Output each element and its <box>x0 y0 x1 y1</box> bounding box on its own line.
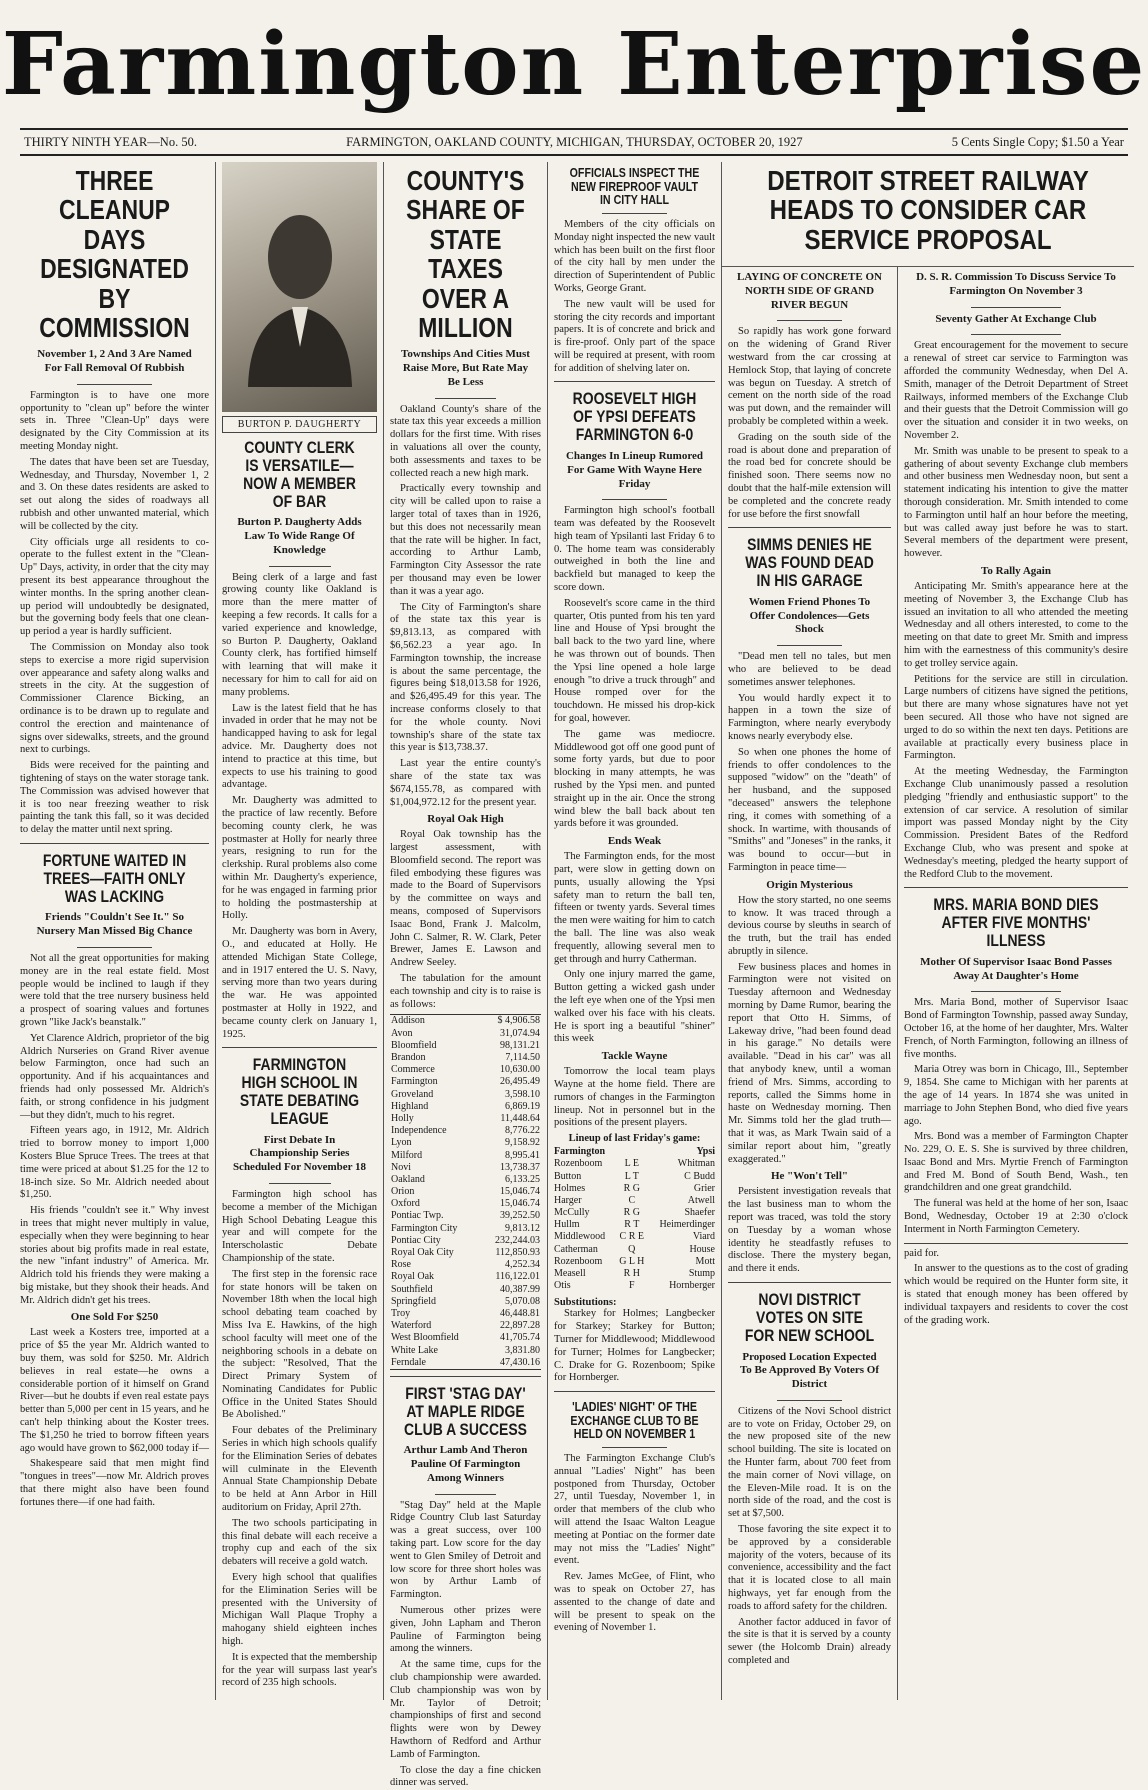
lineup-row <box>554 1207 715 1219</box>
paragraph: Being clerk of a large and fast growing county like Oakland is more than the mere matter of keeping a few records. It calls for a varied experience and knowledge, so Burton P. Daugherty, Oakland County clerk, has fortified himself with learning that will make it necessary for him to call for aid on many problems. <box>222 571 377 698</box>
tax-table <box>390 1014 541 1369</box>
tax-row <box>390 1113 541 1125</box>
lineup-left: Holmes <box>554 1182 586 1194</box>
divider <box>435 398 495 399</box>
column-5 <box>722 267 898 1700</box>
tax-row <box>390 1357 541 1370</box>
paragraph: The tabulation for the amount each township and city is to raise is as follows: <box>390 973 541 1010</box>
paragraph: "Stag Day" held at the Maple Ridge Country Club last Saturday was a great success, over 100 taking part. Low score for the day went to Glen Smiley of Detroit and low score for three short holes was won by Arthur Lamb of Farmington. <box>390 1499 541 1601</box>
paragraph: Roosevelt's score came in the third quarter, Otis punted from his ten yard line and House of Ypsi brought the ball back to the two yard line, where he was thrown out of bounds. Then the Ypsi line opened a hole large enough "to drive a truck through" and House romped over for the touchdown. He missed his drop-kick for goal, however. <box>554 597 715 725</box>
tax-row <box>390 1332 541 1344</box>
tax-row-amount: 47,430.16 <box>500 1356 540 1368</box>
paragraph: Mr. Daugherty was born in Avery, O., and educated at Holly. He attended Michigan State College, and in 1917 entered the U. S. Navy, serving more than two years during the war. He was appointed postmaster at Holly in 1922, and became county clerk on January 1, 1925. <box>222 926 377 1040</box>
lineup-row <box>554 1268 715 1280</box>
debate-deck: First Debate In Championship Series Scheduled For November 18 <box>232 1133 367 1174</box>
lineup-right: Hornberger <box>669 1280 715 1292</box>
tax-row-amount: 8,776.22 <box>505 1125 540 1137</box>
paragraph: Mr. Smith was unable to be present to speak to a gathering of about seventy Exchange club members and other business men Wednesday noon, but sent a statement indicating his intention to give the matter thorough consideration. Mr. Smith intended to come to Farmington until half an hour before the meeting, but was called away just before he was to start. Several members of the department were present, however. <box>904 445 1128 560</box>
paragraph: Members of the city officials on Monday night inspected the new vault which has been built on the first floor of the city hall by men under the direction of Superintendent of Public Works, George Grant. <box>554 218 715 294</box>
fortune-deck: Friends "Couldn't See It." So Nursery Man Missed Big Chance <box>36 911 193 938</box>
tax-row <box>390 1271 541 1283</box>
tax-row <box>390 1308 541 1320</box>
concrete-deck: LAYING OF CONCRETE ON NORTH SIDE OF GRAND RIVER BEGUN <box>737 271 882 311</box>
paragraph: Only one injury marred the game, Button getting a wicked gash under the left eye when one of the Ypsi men walked over his face with his cleats. He is sport ing a beautiful "shiner" this week <box>554 969 715 1045</box>
column-2 <box>216 162 384 1700</box>
divider <box>971 334 1061 335</box>
subscription-price: 5 Cents Single Copy; $1.50 a Year <box>951 134 1124 149</box>
tax-row-name: Commerce <box>391 1064 435 1076</box>
subhead: Royal Oak High <box>427 813 504 826</box>
divider <box>269 566 331 567</box>
tax-row-amount: 4,252.34 <box>505 1259 540 1271</box>
tax-row-amount: 11,448.64 <box>500 1112 540 1124</box>
simms-deck: Women Friend Phones To Offer Condolences—Gets Shock <box>748 595 871 636</box>
lineup-left: Rozenboom <box>554 1158 603 1170</box>
lineup-left: Catherman <box>554 1243 598 1255</box>
paragraph: Another factor adduced in favor of the site is that it is served by a county sewer (the Holcomb Drain) already completed and <box>728 1616 891 1666</box>
lineup-left: Hullm <box>554 1219 580 1231</box>
paragraph: Farmington high school's football team was defeated by the Roosevelt high team of Ypsilanti last Friday 6 to 0. The home team was considerably outweighed in both the line and backfield but managed to keep the score down. <box>554 505 715 594</box>
lineup-right: Shaefer <box>684 1207 715 1219</box>
paragraph: Law is the latest field that he has invaded in order that he may not be handicapped having to ask for legal advice. Mr. Daugherty does not intend to practice at this time, but expects to use his training to good advantage. <box>222 702 377 791</box>
portrait-photo <box>222 162 377 412</box>
tax-row-name: Farmington <box>391 1076 438 1088</box>
lineup-row <box>554 1171 715 1183</box>
lineup-left: Middlewood <box>554 1231 606 1243</box>
tax-row-amount: 3,831.80 <box>505 1344 540 1356</box>
subhead: Origin Mysterious <box>766 878 853 891</box>
subhead: Tackle Wayne <box>601 1050 668 1063</box>
paragraph: Farmington is to have one more opportunity to "clean up" before the winter sets in. Three "Clean-Up" days were designated by the City Commission at its meeting Monday night. <box>20 389 209 453</box>
lineup-pos: G L H <box>619 1255 645 1267</box>
article-divider <box>554 381 715 386</box>
lineup-left: Harger <box>554 1194 582 1206</box>
tax-row <box>390 1247 541 1259</box>
paragraph: "Dead men tell no tales, but men who are believed to be dead sometimes answer telephones. <box>728 651 891 688</box>
tax-row-name: Holly <box>391 1112 414 1124</box>
novi-headline: NOVI DISTRICT VOTES ON SITE FOR NEW SCHOOL <box>744 1290 875 1345</box>
ladies-night-headline: 'LADIES' NIGHT' OF THE EXCHANGE CLUB TO BE HELD ON NOVEMBER 1 <box>570 1399 699 1442</box>
bond-obituary-headline: MRS. MARIA BOND DIES AFTER FIVE MONTHS' ILLNESS <box>933 895 1099 950</box>
stag-day-headline: FIRST 'STAG DAY' AT MAPLE RIDGE CLUB A SUCCESS <box>404 1383 527 1439</box>
tax-row <box>390 1028 541 1040</box>
lineup-left: Rozenboom <box>554 1255 603 1267</box>
tax-row-name: Brandon <box>391 1052 426 1064</box>
place-and-date: FARMINGTON, OAKLAND COUNTY, MICHIGAN, THURSDAY, OCTOBER 20, 1927 <box>346 134 803 149</box>
lineup-header-right: Ypsi <box>696 1146 715 1158</box>
tax-row <box>390 1198 541 1210</box>
tax-row-name: Troy <box>391 1307 411 1319</box>
bond-obituary-deck: Mother Of Supervisor Isaac Bond Passes Away At Daughter's Home <box>920 955 1112 982</box>
article-divider <box>390 1376 541 1381</box>
volume-number: THIRTY NINTH YEAR—No. 50. <box>24 134 197 149</box>
paragraph: So when one phones the home of friends to offer condolences to the supposed "widow" on the "death" of her husband, and the supposed "deceased" answers the telephone ring, it comes with something of a shock. In wartime, with thousands of "Smiths" and "Joneses" in the ranks, it was bound to occur—but in Farmington in peace time— <box>728 746 891 873</box>
dsr-deck: D. S. R. Commission To Discuss Service To Farmington On November 3 <box>916 271 1116 297</box>
lineup-title: Lineup of last Friday's game: <box>568 1133 701 1145</box>
paragraph: The Farmington ends, for the most part, were slow in getting down on punts, usually allowing the Ypsi safety man to return the ball ten, fifteen or twenty yards. Several times the men were waiting for him to catch the ball. The line was also weak frequently, allowing several men to get through and hurry Catherman. <box>554 851 715 965</box>
tax-row-amount: 40,387.99 <box>500 1283 540 1295</box>
tax-row <box>390 1040 541 1052</box>
article-divider <box>728 527 891 532</box>
tax-row-name: Rose <box>391 1259 411 1271</box>
lineup-pos: C <box>628 1194 636 1206</box>
tax-row-name: Highland <box>391 1100 429 1112</box>
lineup-pos: F <box>629 1280 635 1292</box>
stag-day-deck: Arthur Lamb And Theron Pauline Of Farmington Among Winners <box>403 1444 528 1484</box>
tax-row-amount: 41,705.74 <box>500 1332 540 1344</box>
tax-row-name: Waterford <box>391 1320 432 1332</box>
lineup-pos: R H <box>623 1268 640 1279</box>
tax-row-name: Springfield <box>391 1295 436 1307</box>
lineup-row <box>554 1244 715 1256</box>
tax-row <box>390 1150 541 1162</box>
tax-row-amount: $ 4,906.58 <box>497 1015 540 1027</box>
lineup-left: Otis <box>554 1280 571 1292</box>
article-divider <box>904 887 1128 892</box>
paragraph: The two schools participating in this final debate will each receive a trophy cup and each of the six debaters will receive a gold watch. <box>222 1517 377 1568</box>
paragraph: Great encouragement for the movement to secure a renewal of street car service to Farmington was afforded the community Wednesday, when Del A. Smith, manager of the Detroit Department of Street Railways, informed members of the Exchange Club and their guests that the Detroit Commission will go over the situation and consider it in two weeks, on November 2. <box>904 340 1128 441</box>
tax-row-amount: 5,070.08 <box>505 1295 540 1307</box>
paragraph: Persistent investigation reveals that the last business man to whom the report was traced, was told the story on Tuesday by a woman whose identity he steadfastly refuses to disclose. There the mystery began, and there it ends. <box>728 1186 891 1275</box>
paragraph: Four debates of the Preliminary Series in which high schools qualify for the Elimination Series of debates will culminate in the Eleventh Annual State Championship Debate to be held at Ann Arbor in Hill auditorium on Friday, April 27th. <box>222 1425 377 1514</box>
lineup-right: Heimerdinger <box>659 1219 715 1231</box>
exchange-club-deck: Seventy Gather At Exchange Club <box>935 312 1097 325</box>
paragraph: How the story started, no one seems to know. It was traced through a devious course by sleuths in search of the truth, but the trail has ended abruptly in silence. <box>728 894 891 957</box>
paragraph: Grading on the south side of the road is about done and preparation of the road bed for concrete should be finished soon. There seems now no doubt that the half-mile extension will be completed and the concrete ready for use before the first snowfall <box>728 431 891 520</box>
sub-columns <box>722 267 1134 1700</box>
divider <box>602 1447 666 1448</box>
tax-row-amount: 116,122.01 <box>495 1271 540 1283</box>
lineup-left: Button <box>554 1170 582 1182</box>
lineup-row <box>554 1231 715 1243</box>
paragraph: Rev. James McGee, of Flint, who was to speak on October 27, has assented to the change of date and will be present to speak on the evening of November 1. <box>554 1571 715 1634</box>
paragraph: Farmington high school has become a member of the Michigan High School Debating League this year and will compete for the Interscholastic Debate Championship of the state. <box>222 1188 377 1264</box>
tax-row-amount: 15,046.74 <box>500 1198 540 1210</box>
lineup-right: Stump <box>688 1268 715 1279</box>
tax-row <box>390 1320 541 1332</box>
tax-row-amount: 7,114.50 <box>505 1052 540 1064</box>
article-divider <box>222 1047 377 1052</box>
lineup-pos: Q <box>628 1243 636 1255</box>
paragraph: Last year the entire county's share of the state tax was $674,155.78, as compared with $1,004,972.12 for the present year. <box>390 758 541 808</box>
article-divider <box>728 1282 891 1287</box>
divider <box>971 991 1061 992</box>
divider <box>602 213 666 214</box>
tax-headline: COUNTY'S SHARE OF STATE TAXES OVER A MILLION <box>406 165 525 343</box>
tax-row-name: Southfield <box>391 1283 433 1295</box>
paragraph: Anticipating Mr. Smith's appearance here at the meeting of November 3, the Exchange Club has issued an invitation to all who attended the meeting Wednesday and all others interested, to come to the meeting on that date to greet Mr. Smith and impress him with the earnestness of this community's desire to get trolley service again. <box>904 580 1128 669</box>
tax-row-amount: 3,598.10 <box>505 1088 540 1100</box>
lineup-right: C Budd <box>684 1170 715 1182</box>
paragraph: The Commission on Monday also took steps to exercise a more rigid supervision over appearance and safety along walks and streets in the city. At the suggestion of Commissioner Clarence Bicking, an ordinance is to be drawn up to regulate and control the erection and maintenance of signs over sidewalks, streets, and the ground next to curbings. <box>20 641 209 756</box>
subhead: He "Won't Tell" <box>770 1170 848 1183</box>
tax-row <box>390 1137 541 1149</box>
tax-row-name: Lyon <box>391 1137 412 1149</box>
football-deck: Changes In Lineup Rumored For Game With Wayne Here Friday <box>565 450 704 490</box>
paragraph: Yet Clarence Aldrich, proprietor of the big Aldrich Nurseries on Grand River avenue below Farmington, once had such an opportunity. And if his acquaintances and friends had only possessed Mr. Aldrich's faith, or strong confidence in his judgment —but they didn't, much to his regret. <box>20 1032 209 1121</box>
paragraph: Tomorrow the local team plays Wayne at the home field. There are rumors of changes in the Farmington lineup. Not in personnel but in the positions of the present players. <box>554 1066 715 1129</box>
paragraph: Fifteen years ago, in 1912, Mr. Aldrich tried to borrow money to import 1,000 Kosters Blue Spruce Trees. The trees at that time were priced at about $1.25 for the 12 to 18-inch size. So Mr. Aldrich needed about $1,250. <box>20 1125 209 1201</box>
lineup-row <box>554 1219 715 1231</box>
divider <box>77 384 153 385</box>
paragraph: You would hardly expect it to happen in a town the size of Farmington, where nearly everybody knows nearly everybody else. <box>728 692 891 742</box>
tax-row-name: White Lake <box>391 1344 438 1356</box>
divider <box>602 499 666 500</box>
tax-row-name: Farmington City <box>391 1222 458 1234</box>
lineup-right: Grier <box>693 1182 715 1194</box>
paragraph: The game was mediocre. Middlewood got off one good punt of some forty yards, but due to poor blocking in many attempts, he was rushed by the Ypsi men. and punted straight up in the air. Once the strong wind blew the ball back about ten yards before it was grounded. <box>554 728 715 830</box>
novi-deck: Proposed Location Expected To Be Approved By Voters Of District <box>739 1350 880 1391</box>
tax-row <box>390 1223 541 1235</box>
tax-row-name: Orion <box>391 1186 415 1198</box>
tax-row-name: Addison <box>391 1015 425 1027</box>
paragraph: It is expected that the membership for the year will surpass last year's record of 235 high schools. <box>222 1651 377 1689</box>
tax-row-name: Oakland <box>391 1173 425 1185</box>
paragraph: Royal Oak township has the largest assessment, with Bloomfield second. The report was filed embodying these figures was made to the Board of Supervisors by the committee on ways and means, composed of Supervisors Isaac Bond, Frank J. Malcolm, John C. Salmer, R. W. Clark, Peter Brewer, James E. Lawson and Andrew Seeley. <box>390 829 541 969</box>
paragraph: paid for. <box>904 1247 939 1259</box>
subhead: Ends Weak <box>607 835 662 848</box>
tax-row-amount: 112,850.93 <box>495 1247 540 1259</box>
tax-row-name: Bloomfield <box>391 1039 437 1051</box>
tax-row-amount: 22,897.28 <box>500 1320 540 1332</box>
paragraph: His friends "couldn't see it." Why invest in trees that might never multiply in value, especially when they were beginning to hear stories about big profits made in real estate, the new "infant industry" of America. Mr. Aldrich told his friends they were making a big mistake, but they shook their heads. And Mr. Aldrich didn't get his trees. <box>20 1205 209 1306</box>
cleanup-headline: THREE CLEANUP DAYS DESIGNATED BY COMMISSION <box>39 165 190 343</box>
tax-row-name: Oxford <box>391 1198 420 1210</box>
paragraph: Shakespeare said that men might find "tongues in trees"—now Mr. Aldrich proves that there might also have been found fortunes there—if one had faith. <box>20 1458 209 1508</box>
clerk-headline: COUNTY CLERK IS VERSATILE—NOW A MEMBER OF BAR <box>243 438 356 511</box>
paragraph: Bids were received for the painting and tightening of stays on the water storage tank. The Commission was advised however that it is too near freezing weather to risk painting the tank this fall, so it was decided to delay the matter until next spring. <box>20 760 209 836</box>
tax-row <box>390 1162 541 1174</box>
dateline <box>20 128 1128 156</box>
tax-row-amount: 31,074.94 <box>500 1027 540 1039</box>
lineup-pos: R G <box>623 1207 640 1219</box>
tax-row-name: Ferndale <box>391 1356 426 1368</box>
paragraph: Mrs. Bond was a member of Farmington Chapter No. 229, O. E. S. She is survived by three children, Isaac Bond and Mrs. Myrtie French of Farmington and Fred M. Bond of South Bend, Wash., ten grandchildren and one great grandchild. <box>904 1131 1128 1194</box>
railway-headline: DETROIT STREET RAILWAY HEADS TO CONSIDER CAR SERVICE PROPOSAL <box>767 165 1089 255</box>
divider <box>269 1183 331 1184</box>
lineup-right: Mott <box>695 1255 715 1267</box>
railway-headline-block <box>722 162 1134 267</box>
paragraph: At the same time, cups for the club championship were awarded. Club championship was won by Mr. Taylor of Detroit; championships of first and second flights were won by Dewey Hawthorn of Redford and Arthur Lamb of Farmington. <box>390 1659 541 1760</box>
lineup-row <box>554 1158 715 1170</box>
divider <box>777 320 842 321</box>
tax-row-amount: 8,995.41 <box>505 1149 540 1161</box>
tax-deck: Townships And Cities Must Raise More, But Rate May Be Less <box>401 348 530 388</box>
paragraph: The funeral was held at the home of her son, Isaac Bond, Wednesday, October 19 at 2:30 o'clock Interment in North Farmington Cemetery. <box>904 1198 1128 1235</box>
article-divider <box>554 1391 715 1396</box>
tax-row-name: Pontiac City <box>391 1234 441 1246</box>
paragraph: Oakland County's share of the state tax this year exceeds a million dollars for the first time. With rises in valuations all over the county, both assessments and taxes to be collected reach a new high mark. <box>390 403 541 479</box>
paragraph: Not all the great opportunities for making money are in the real estate field. Most people would be inclined to laugh if they were told that the tree nursery business held a prospect of soaring values and fortunes grown "like Jack's beanstalk." <box>20 952 209 1028</box>
tax-row-name: Royal Oak City <box>391 1247 454 1259</box>
debate-headline: FARMINGTON HIGH SCHOOL IN STATE DEBATING LEAGUE <box>239 1055 360 1128</box>
lineup-header-row <box>554 1146 715 1158</box>
divider <box>777 645 842 646</box>
lineup-right: Viard <box>692 1231 715 1243</box>
paragraph: Petitions for the service are still in circulation. Large numbers of citizens have signed the petitions, but there are many whose signatures have not yet been secured. All those who have not signed are urged to do so within the next ten days. Petitions are available at practically every business place in Farmington. <box>904 673 1128 762</box>
subhead: To Rally Again <box>981 564 1051 577</box>
tax-row-name: Novi <box>391 1161 411 1173</box>
paragraph: Few business places and homes in Farmington were not visited on Tuesday afternoon and Wednesday morning by Dame Rumor, bearing the report that Otto H. Simms, of Lakeway drive, "had been found dead in his garage." No details were available. "Dead in his car" was all that anybody knew, until a woman friend of Mrs. Simms, according to reports, called the Simms home in haste on Wednesday morning. Then Mr. Simms told her the glad truth—that it was, as Mark Twain said of a similar report about him, "greatly exaggerated." <box>728 961 891 1165</box>
tax-row-amount: 10,630.00 <box>500 1064 540 1076</box>
lineup-left: Measell <box>554 1268 586 1279</box>
lineup-table <box>554 1146 715 1292</box>
tax-row-amount: 26,495.49 <box>500 1076 540 1088</box>
tax-row <box>390 1089 541 1101</box>
tax-row <box>390 1064 541 1076</box>
columns <box>14 162 1134 1789</box>
paragraph: Mrs. Maria Bond, mother of Supervisor Isaac Bond of Farmington Township, passed away Sunday, October 16, at the home of her daughter, Mrs. Walter French, of North Farmington, following an illness of five months. <box>904 997 1128 1060</box>
tax-row-name: Royal Oak <box>391 1271 435 1283</box>
vault-headline: OFFICIALS INSPECT THE NEW FIREPROOF VAULT IN CITY HALL <box>569 165 700 208</box>
column-6 <box>898 267 1134 1700</box>
photo-caption: BURTON P. DAUGHERTY <box>222 416 377 433</box>
tax-row <box>390 1296 541 1308</box>
tax-row-amount: 13,738.37 <box>500 1161 540 1173</box>
simms-headline: SIMMS DENIES HE WAS FOUND DEAD IN HIS GARAGE <box>745 535 874 591</box>
paragraph: Every high school that qualifies for the Elimination Series will be presented with the University of Michigan Wall Plaque Trophy a mahogany shield eighteen inches high. <box>222 1572 377 1648</box>
divider <box>77 947 153 948</box>
substitutions-title: Substitutions: <box>554 1297 617 1309</box>
substitutions-text: Starkey for Holmes; Langbecker for Starkey; Starkey for Button; Turner for Middlewood; Middlewood for Turner; Holmes for Langbecker; C. Drake for G. Rozenboom; Spike for Hornberger. <box>554 1308 715 1384</box>
tax-row <box>390 1125 541 1137</box>
lineup-row <box>554 1195 715 1207</box>
tax-row <box>390 1345 541 1357</box>
tax-row <box>390 1259 541 1271</box>
tax-row-amount: 98,131.21 <box>500 1039 540 1051</box>
tax-row-name: Groveland <box>391 1088 434 1100</box>
tax-row <box>390 1076 541 1088</box>
lineup-left: McCully <box>554 1207 590 1219</box>
lineup-pos: L T <box>624 1170 639 1182</box>
tax-row-name: West Bloomfield <box>391 1332 459 1344</box>
lineup-pos: R T <box>624 1219 640 1231</box>
tax-row-amount: 9,158.92 <box>505 1137 540 1149</box>
tax-row <box>390 1015 541 1028</box>
paragraph: Those favoring the site expect it to be approved by a considerable majority of the voters, because of its convenience, accessibility and the fact that it is located close to all main highways, yet far enough from the roads to afford safety for the children. <box>728 1523 891 1612</box>
tax-row-amount: 9,813.12 <box>505 1222 540 1234</box>
lineup-pos: R G <box>623 1182 640 1194</box>
paragraph: So rapidly has work gone forward on the widening of Grand River westward from the car crossing at Hemlock Stop, that laying of concrete was begun on Tuesday. A stretch of cement on the north side of the road was put down, and the remainder will probably be completed within a week. <box>728 326 891 427</box>
lineup-right: House <box>689 1243 715 1255</box>
article-divider <box>20 843 209 848</box>
tax-row-amount: 6,869.19 <box>505 1100 540 1112</box>
paragraph: Citizens of the Novi School district are to vote on Friday, October 29, on the new proposed site of the new school building. The site is located on the Hunter farm, about 700 feet from the main corner of Novi village, on the Eleven-Mile road. It is on the north side of the road, and the cost is set at $7,500. <box>728 1405 891 1520</box>
tax-row-name: Milford <box>391 1149 423 1161</box>
tax-row-amount: 232,244.03 <box>495 1234 540 1246</box>
fortune-headline: FORTUNE WAITED IN TREES—FAITH ONLY WAS LACKING <box>42 850 187 906</box>
tax-row <box>390 1174 541 1186</box>
column-4 <box>548 162 722 1700</box>
lineup-right: Whitman <box>677 1158 715 1170</box>
lineup-row <box>554 1183 715 1195</box>
paragraph: Last week a Kosters tree, imported at a price of $5 the year Mr. Aldrich wanted to buy them, was sold for $250. Mr. Aldrich believes in real estate—he owns a considerable portion of it himself on Grand River—but he doubts if even real estate pays better than 5,000 per cent in 15 years, and he can't help thinking about the Koster trees. The $1,250 he tried to borrow fifteen years ago would have grown to $62,000 today if— <box>20 1327 209 1454</box>
tax-row-name: Independence <box>391 1125 447 1137</box>
lineup-pos: L E <box>624 1158 639 1170</box>
paragraph: The Farmington Exchange Club's annual "Ladies' Night" has been postponed from Thursday, October 27, until Tuesday, November 1, in order that members of the club who will attend the Isaac Walton League meeting at Pontiac on the former date may not miss the "Ladies' Night" event. <box>554 1453 715 1567</box>
tax-row <box>390 1052 541 1064</box>
paragraph: To close the day a fine chicken dinner was served. <box>390 1764 541 1789</box>
clerk-deck: Burton P. Daugherty Adds Law To Wide Range Of Knowledge <box>237 516 362 556</box>
column-3 <box>384 162 548 1789</box>
tax-row-amount: 6,133.25 <box>505 1173 540 1185</box>
divider <box>971 307 1061 308</box>
paragraph: Numerous other prizes were given, John Lapham and Theron Pauline of Farmington being among the winners. <box>390 1605 541 1655</box>
tax-row <box>390 1186 541 1198</box>
lineup-row <box>554 1280 715 1292</box>
tax-row-amount: 15,046.74 <box>500 1186 540 1198</box>
divider <box>777 1400 842 1401</box>
paragraph: The City of Farmington's share of the state tax this year is $9,813.13, as compared with $6,562.23 a year ago. In Farmington township, the increase is about the same percentage, the figures being $18,013.58 for 1926, and $26,495.49 for this year. The increase conforms closely to that for the whole county. Novi township's share of the state tax this year is $13,738.37. <box>390 601 541 754</box>
paragraph: City officials urge all residents to co-operate to the fullest extent in the "Clean-Up" Days, activity, in order that the city may present its best appearance throughout the winter months. In the spring another clean-up period will undoubtedly be designated, but the governing body feels that one clean-up period a year is hardly sufficient. <box>20 536 209 638</box>
column-1 <box>14 162 216 1700</box>
paragraph: The first step in the forensic race for state honors will be taken on November 18th when the local high school debating team coached by Miss Iva E. Hawkins, of the high school faculty will meet one of the neighboring schools in a debate on the subject: "Resolved, That the Direct Primary System of Nominating Candidates for Public Office in the United States Should Be Abolished." <box>222 1268 377 1421</box>
columns-5-6 <box>722 162 1134 1700</box>
paragraph: Mr. Daugherty was admitted to the practice of law recently. Before becoming county clerk, he was postmaster at Holly for nearly three years, resigning to run for the clerkship. Rural problems also come within Mr. Daugherty's experience, for he was engaged in farming prior to holding the postmastership at Holly. <box>222 795 377 922</box>
paragraph: At the meeting Wednesday, the Farmington Exchange Club unanimously passed a resolution pledging "friendly and enthusiastic support" to the extension of car service. A resolution of similar import was passed Monday night by the City Commission. President Bates of the Redford Exchange Club, who was present and spoke at Wednesday's meeting, pledged the hearty support of the Redford Club to the movement. <box>904 766 1128 880</box>
paragraph: The new vault will be used for storing the city records and important papers. It is of concrete and brick and is fire-proof. Only part of the space will be required at present, with room for addition of shelving later on. <box>554 298 715 374</box>
lineup-header-left: Farmington <box>554 1146 606 1158</box>
cleanup-deck: November 1, 2 And 3 Are Named For Fall Removal Of Rubbish <box>37 348 192 375</box>
tax-row-name: Avon <box>391 1027 413 1039</box>
lineup-right: Atwell <box>687 1194 715 1206</box>
portrait-silhouette-icon <box>240 187 360 387</box>
tax-row <box>390 1210 541 1222</box>
lineup-pos: C R E <box>619 1231 644 1243</box>
tax-row-amount: 46,448.81 <box>500 1307 540 1319</box>
paragraph: In answer to the questions as to the cost of grading which would be required on the Hunter form site, it is stated that enough money has been offered by individual taxpayers and residents to cover the cost of the grading work. <box>904 1263 1128 1326</box>
masthead-title: Farmington Enterprise <box>1 13 1147 115</box>
tax-row <box>390 1101 541 1113</box>
divider <box>435 1494 495 1495</box>
paragraph: Practically every township and city will be called upon to raise a larger total of taxes than in 1926, but this does not necessarily mean that the rate will be higher. In fact, according to Arthur Lamb, Farmington City Assessor the rate per thousand may even be lower than it was a year ago. <box>390 483 541 597</box>
lineup-row <box>554 1256 715 1268</box>
tax-row-amount: 39,252.50 <box>500 1210 540 1222</box>
paragraph: Maria Otrey was born in Chicago, Ill., September 9, 1854. She came to Michigan with her parents at the age of 14 years. In 1874 she was united in marriage to John Stephen Bond, who died five years ago. <box>904 1064 1128 1127</box>
subhead: One Sold For $250 <box>70 1311 159 1324</box>
paragraph: The dates that have been set are Tuesday, Wednesday, and Thursday, November 1, 2 and 3. On these dates residents are asked to set out along the sides of roadways all rubbish and other unwanted material, which will be collected by the city. <box>20 456 209 532</box>
football-headline: ROOSEVELT HIGH OF YPSI DEFEATS FARMINGTON 6-0 <box>572 389 697 445</box>
tax-row-name: Pontiac Twp. <box>391 1210 444 1222</box>
tax-row <box>390 1284 541 1296</box>
tax-row <box>390 1235 541 1247</box>
